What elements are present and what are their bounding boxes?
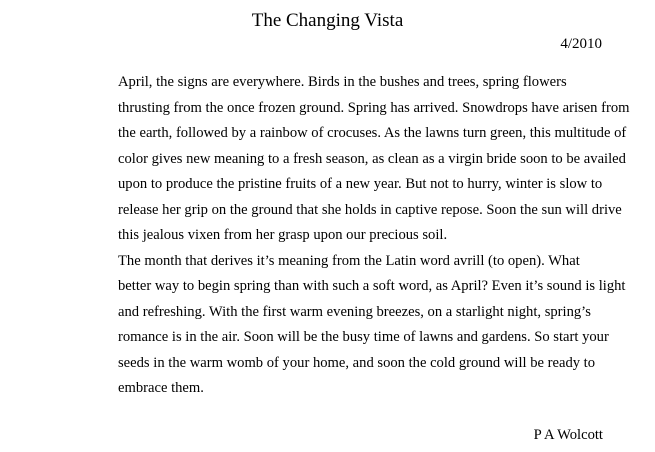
paragraph-line: upon to produce the pristine fruits of a new year. But not to hurry, winter is slow to [118, 176, 603, 192]
paragraph-line: thrusting from the once frozen ground. Spring has arrived. Snowdrops have arisen from [118, 99, 630, 116]
page-title: The Changing Vista [251, 10, 404, 31]
document-body [74, 70, 630, 402]
paragraph-line: the earth, followed by a rainbow of crocuses. As the lawns turn green, this multitude of [118, 125, 627, 141]
paragraph-line: release her grip on the ground that she holds in captive repose. Soon the sun will drive [118, 201, 622, 218]
paragraph-line: better way to begin spring than with such a soft word, as April? Even it’s sound is light [118, 278, 626, 294]
author-signature: P A Wolcott [533, 427, 603, 443]
paragraph-line: and refreshing. With the first warm evening breezes, on a starlight night, spring’s [118, 303, 591, 320]
paragraph-line: embrace them. [118, 380, 204, 396]
paragraph-line: color gives new meaning to a fresh season, as clean as a virgin bride soon to be availed [118, 150, 626, 167]
paragraph-line: seeds in the warm womb of your home, and soon the cold ground will be ready to [118, 354, 596, 371]
paragraph-line: April, the signs are everywhere. Birds in the bushes and trees, spring flowers [118, 74, 567, 90]
document-date: 4/2010 [560, 36, 602, 52]
paragraph-2 [74, 249, 626, 402]
paragraph-1 [74, 70, 630, 249]
paragraph-line: The month that derives it’s meaning from the Latin word avrill (to open). What [118, 252, 580, 269]
paragraph-line: romance is in the air. Soon will be the busy time of lawns and gardens. So start your [118, 329, 609, 345]
paragraph-line: this jealous vixen from her grasp upon our precious soil. [118, 227, 448, 243]
